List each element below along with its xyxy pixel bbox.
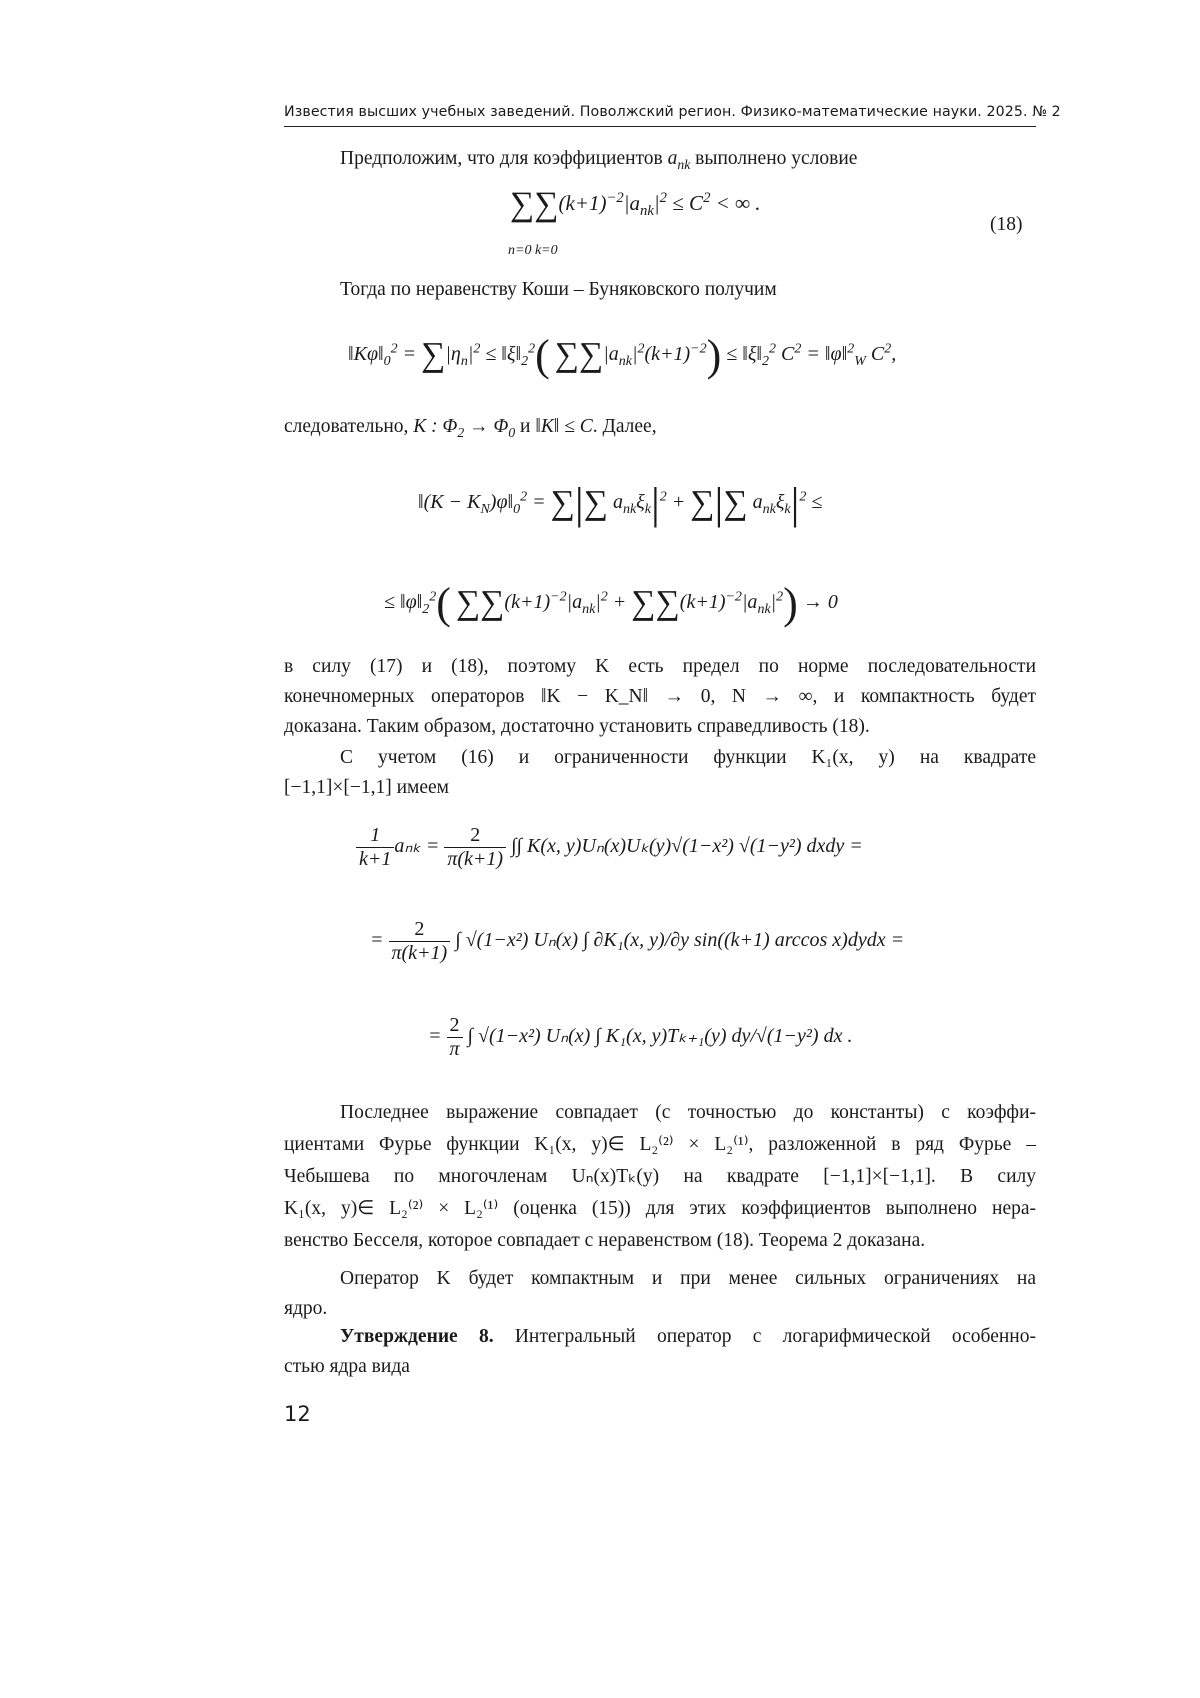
equation-cauchy: $‖K\varphi‖_0^2 = \sum|\eta_n|^2$ ≤ $‖\xi‖_2^2$( $\sum\sum|a_{nk}|^2(k+1)^{-2}$) ≤ $‖\xi‖_2^2$ $C^2$ = ‖φ‖$^2_W$ $C^2$, xyxy=(348,331,897,380)
equation-difference-1: ‖(K − $K_N)\varphi‖_0^2$ = ∑|∑ $a_{nk}\xi_k|^2$ + ∑|∑ $a_{nk}\xi_k|^2$ ≤ xyxy=(418,479,823,528)
equation-coefficient-2: = $\frac{2}{\pi(k+1)}$ ∫ √(1−x²) Uₙ(x) ∫ ∂K₁(x, y)/∂y sin((k+1) arccos x)dydx = xyxy=(370,918,905,964)
p6-line-4: K₁(x, y)∈ L₂⁽²⁾ × L₂⁽¹⁾ (оценка (15)) для этих коэффициентов выполнено нера- xyxy=(284,1198,1036,1219)
p7-line-2: ядро. xyxy=(284,1298,328,1319)
p1-symbol: $a_{nk}$ xyxy=(667,148,691,172)
paragraph-2: Тогда по неравенству Коши – Буняковского получим xyxy=(340,279,777,300)
paragraph-1 xyxy=(284,144,1036,180)
statement-label: Утверждение 8. xyxy=(340,1326,494,1347)
p4-line-3: доказана. Таким образом, достаточно установить справедливость (18). xyxy=(284,716,870,737)
eq18-body: $(k+1)^{-2}|a_{nk}|^2 \le C^2$ < ∞ . xyxy=(558,189,761,219)
equation-coefficient-1: $\frac{1}{k+1}$ aₙₖ = $\frac{2}{\pi(k+1)}$ ∫∫ K(x, y)Uₙ(x)Uₖ(y)√(1−x²) √(1−y²) dxdy = xyxy=(356,824,863,871)
equation-18-number: (18) xyxy=(990,214,1023,235)
operator-mapping: K : $\Phi_2 \to \Phi_0$ xyxy=(413,416,516,440)
equation-18-limits: n=0 k=0 xyxy=(508,243,558,258)
p6-line-1: Последнее выражение совпадает (с точностью до константы) с коэффи- xyxy=(340,1102,1036,1123)
header-rule xyxy=(284,126,1036,127)
p4-line-2: конечномерных операторов ‖K − K_N‖ → 0, N → ∞, и компактность будет xyxy=(284,686,1036,707)
p5-line-1: С учетом (16) и ограниченности функции K₁(x, y) на квадрате xyxy=(340,747,1036,768)
paragraph-7 xyxy=(284,1264,1036,1324)
equation-difference-2: ≤ $‖\varphi‖_2^2$( $\sum\sum(k+1)^{-2}|a_{nk}|^2 + \sum\sum(k+1)^{-2}|a_{nk}|^2) \to 0$ xyxy=(384,579,838,628)
page-number: 12 xyxy=(284,1402,311,1426)
equation-coefficient-3: = $\frac{2}{\pi}$ ∫ √(1−x²) Uₙ(x) ∫ K₁(x, y)Tₖ₊₁(y) dy/√(1−y²) dx . xyxy=(428,1014,853,1060)
paragraph-3: следовательно, K : $\Phi_2 \to \Phi_0$ и ‖K‖ ≤ C. Далее, xyxy=(284,416,657,440)
p8-line-1: Утверждение 8. Интегральный оператор с логарифмической особенно- xyxy=(340,1326,1036,1347)
p7-line-1: Оператор K будет компактным и при менее сильных ограничениях на xyxy=(340,1268,1036,1289)
equation-18: $\sum\sum(k+1)^{-2}|a_{nk}|^2 \le C^2$ < ∞ . xyxy=(510,186,761,223)
p8-line-2: стью ядра вида xyxy=(284,1356,410,1377)
paragraph-5 xyxy=(284,743,1036,803)
p6-line-3: Чебышева по многочленам Uₙ(x)Tₖ(y) на квадрате [−1,1]×[−1,1]. В силу xyxy=(284,1166,1036,1187)
p6-line-5: венство Бесселя, которое совпадает с неравенством (18). Теорема 2 доказана. xyxy=(284,1230,926,1251)
paragraph-4 xyxy=(284,652,1036,742)
running-header: Известия высших учебных заведений. Поволжский регион. Физико-математические науки. 2025. № 2 xyxy=(284,104,1061,120)
p6-line-2: циентами Фурье функции K₁(x, y)∈ L₂⁽²⁾ × L₂⁽¹⁾, разложенной в ряд Фурье – xyxy=(284,1134,1036,1155)
p1-text: Предположим, что для коэффициентов xyxy=(340,148,668,169)
paragraph-6 xyxy=(284,1097,1036,1257)
norm-bound: ‖K‖ ≤ C xyxy=(535,416,593,437)
p1-tail: выполнено условие xyxy=(690,148,858,169)
p4-line-1: в силу (17) и (18), поэтому K есть предел по норме последовательности xyxy=(284,656,1036,677)
paragraph-8 xyxy=(284,1322,1036,1382)
p5-line-2: [−1,1]×[−1,1] имеем xyxy=(284,777,450,798)
